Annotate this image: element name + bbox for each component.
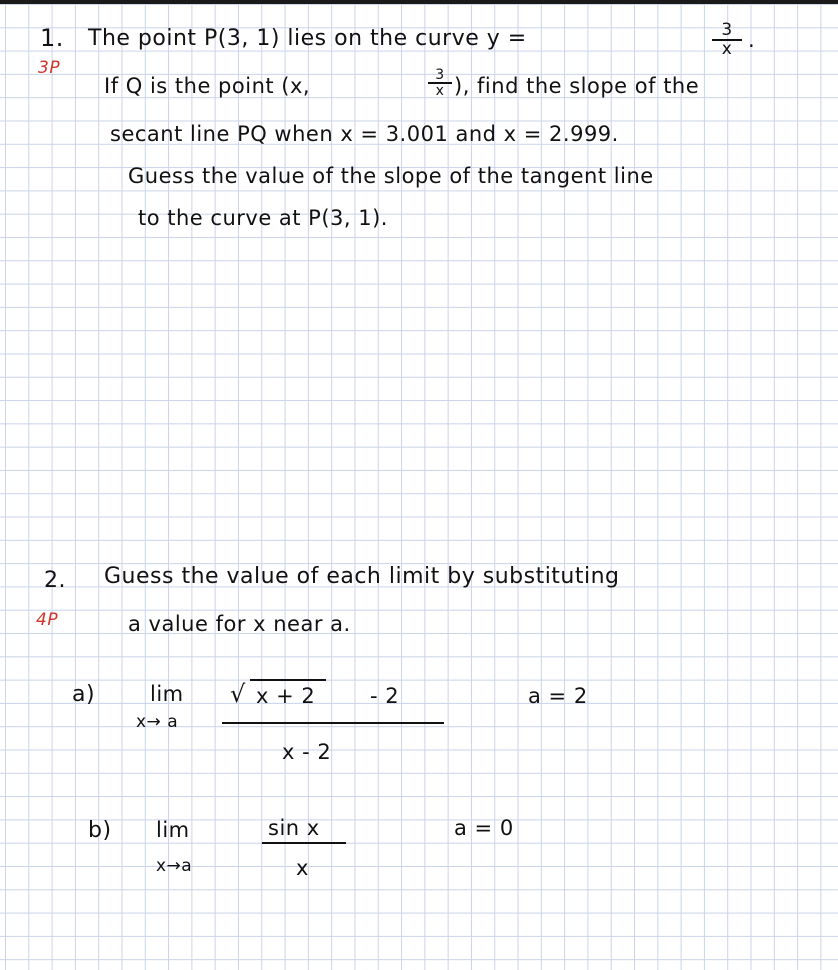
part-b-lim: lim — [156, 818, 190, 842]
problem-1-line-2a: If Q is the point (x, — [104, 74, 311, 98]
problem-1-line-5: to the curve at P(3, 1). — [138, 206, 388, 230]
part-a-denominator: x - 2 — [282, 740, 332, 764]
problem-1-line-3: secant line PQ when x = 3.001 and x = 2.999. — [110, 122, 619, 146]
problem-2-number: 2. — [44, 568, 66, 593]
period: . — [748, 28, 756, 52]
part-b-lim-subscript: x→a — [156, 856, 193, 876]
part-a-minus-two: - 2 — [370, 684, 400, 708]
part-b-numerator: sin x — [268, 816, 320, 840]
part-a-label: a) — [72, 682, 96, 707]
fraction-numerator: 3 — [712, 22, 742, 41]
top-border — [0, 0, 838, 4]
part-a-lim: lim — [150, 682, 184, 706]
problem-1-line-2b: ), find the slope of the — [454, 74, 700, 98]
problem-1-points: 3P — [38, 58, 61, 78]
fraction-denominator: x — [721, 39, 733, 59]
part-b-label: b) — [88, 818, 112, 843]
fraction-3-over-x — [712, 22, 742, 58]
part-b-fraction-bar — [262, 842, 346, 844]
part-b-a-value: a = 0 — [454, 816, 514, 840]
part-b-denominator: x — [296, 856, 309, 880]
part-a-lim-subscript: x→ a — [136, 712, 179, 732]
problem-1-number: 1. — [40, 24, 64, 52]
part-a-fraction-bar — [222, 722, 444, 724]
problem-2-points: 4P — [36, 610, 59, 630]
fraction-numerator: 3 — [428, 68, 452, 84]
fraction-denominator: x — [435, 83, 445, 99]
problem-1-line-1: The point P(3, 1) lies on the curve y = — [88, 26, 527, 51]
problem-1-line-4: Guess the value of the slope of the tangent line — [128, 164, 654, 188]
problem-2-line-1: Guess the value of each limit by substituting — [104, 564, 620, 589]
part-a-radicand: x + 2 — [256, 684, 316, 708]
sqrt-vinculum — [250, 679, 326, 681]
problem-2-line-2: a value for x near a. — [128, 612, 351, 636]
part-a-a-value: a = 2 — [528, 684, 588, 708]
fraction-3-over-x-small — [428, 68, 452, 98]
sqrt-symbol: √ — [230, 680, 246, 708]
